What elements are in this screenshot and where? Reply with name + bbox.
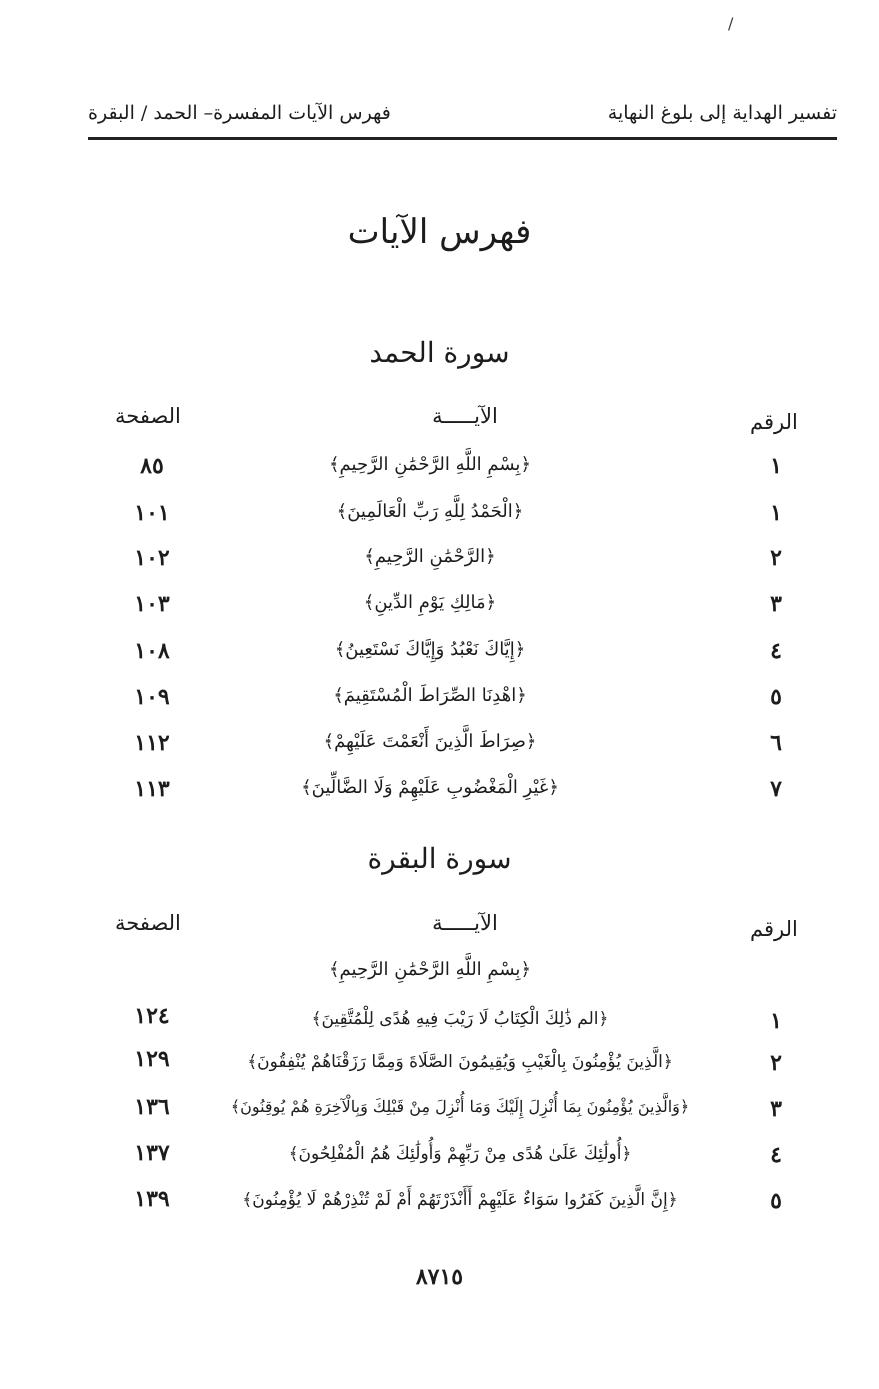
page-ref: ١٣٩: [134, 1186, 170, 1212]
verse-text: ﴿اهْدِنَا الصِّرَاطَ الْمُسْتَقِيمَ﴾: [333, 685, 527, 706]
page-ref: ١٣٦: [134, 1094, 170, 1120]
row-number: ٢: [770, 1050, 782, 1076]
page-ref: ٨٥: [140, 453, 164, 479]
column-header-page: الصفحة: [115, 911, 181, 935]
surah-title-albaqarah: سورة البقرة: [367, 842, 512, 875]
row-number: ٦: [770, 730, 782, 756]
page-ref: ١٠١: [134, 500, 170, 526]
column-header-number: الرقم: [750, 917, 798, 941]
column-header-number: الرقم: [750, 410, 798, 434]
row-number: ٤: [770, 638, 782, 664]
verse-text: ﴿إِيَّاكَ نَعْبُدُ وَإِيَّاكَ نَسْتَعِينُ﴾: [334, 639, 526, 660]
row-number: ١: [770, 453, 782, 479]
column-header-verse: الآيـــــة: [432, 404, 498, 428]
column-header-page: الصفحة: [115, 404, 181, 428]
page-ref: ١٠٨: [134, 638, 170, 664]
page-ref: ١٢٤: [134, 1003, 170, 1029]
verse-text: ﴿الرَّحْمَٰنِ الرَّحِيمِ﴾: [364, 546, 496, 567]
page-title: فهرس الآيات: [347, 212, 532, 252]
verse-text: ﴿أُولَٰئِكَ عَلَىٰ هُدًى مِنْ رَبِّهِمْ وَأُولَٰئِكَ هُمُ الْمُفْلِحُونَ﴾: [288, 1144, 632, 1164]
corner-mark: /: [728, 14, 734, 33]
verse-text: ﴿الم ذَٰلِكَ الْكِتَابُ لَا رَيْبَ فِيهِ هُدًى لِلْمُتَّقِينَ﴾: [311, 1009, 609, 1029]
verse-text: ﴿الْحَمْدُ لِلَّهِ رَبِّ الْعَالَمِينَ﴾: [336, 501, 524, 522]
row-number: ٧: [770, 776, 782, 802]
verse-text: ﴿الَّذِينَ يُؤْمِنُونَ بِالْغَيْبِ وَيُقِيمُونَ الصَّلَاةَ وَمِمَّا رَزَقْنَاهُمْ يُنْفِقُونَ﴾: [247, 1052, 673, 1072]
header-section-title: فهرس الآيات المفسرة– الحمد / البقرة: [88, 102, 391, 124]
verse-text: ﴿صِرَاطَ الَّذِينَ أَنْعَمْتَ عَلَيْهِمْ﴾: [323, 731, 537, 752]
page-ref: ١٣٧: [134, 1140, 170, 1166]
row-number: ٥: [770, 1188, 782, 1214]
page-ref: ١١٢: [134, 730, 170, 756]
header-book-title: تفسير الهداية إلى بلوغ النهاية: [607, 102, 837, 124]
page-ref: ١١٣: [134, 776, 170, 802]
row-number: ٤: [770, 1142, 782, 1168]
row-number: ٥: [770, 684, 782, 710]
verse-text: ﴿إِنَّ الَّذِينَ كَفَرُوا سَوَاءٌ عَلَيْهِمْ أَأَنْذَرْتَهُمْ أَمْ لَمْ تُنْذِرْهُمْ لَا يُؤْمِنُونَ﴾: [242, 1190, 678, 1210]
row-number: ٣: [770, 1096, 782, 1122]
verse-text: ﴿بِسْمِ اللَّهِ الرَّحْمَٰنِ الرَّحِيمِ﴾: [328, 959, 531, 980]
header-rule: [88, 137, 837, 140]
verse-text: ﴿مَالِكِ يَوْمِ الدِّينِ﴾: [363, 592, 497, 613]
surah-title-alhamd: سورة الحمد: [369, 336, 510, 369]
row-number: ٣: [770, 591, 782, 617]
row-number: ٢: [770, 545, 782, 571]
verse-text: ﴿غَيْرِ الْمَغْضُوبِ عَلَيْهِمْ وَلَا الضَّالِّينَ﴾: [301, 777, 559, 798]
page-ref: ١٠٣: [134, 591, 170, 617]
column-header-verse: الآيـــــة: [432, 911, 498, 935]
verse-text: ﴿بِسْمِ اللَّهِ الرَّحْمَٰنِ الرَّحِيمِ﴾: [328, 454, 531, 475]
row-number: ١: [770, 1008, 782, 1034]
page-ref: ١٢٩: [134, 1046, 170, 1072]
page-number: ٨٧١٥: [415, 1264, 464, 1290]
page-ref: ١٠٩: [134, 684, 170, 710]
row-number: ١: [770, 500, 782, 526]
running-header: [88, 96, 837, 136]
verse-text: ﴿وَالَّذِينَ يُؤْمِنُونَ بِمَا أُنْزِلَ إِلَيْكَ وَمَا أُنْزِلَ مِنْ قَبْلِكَ وَبِالْآخِرَةِ هُمْ يُوقِنُونَ﴾: [230, 1097, 690, 1116]
page-ref: ١٠٢: [134, 545, 170, 571]
